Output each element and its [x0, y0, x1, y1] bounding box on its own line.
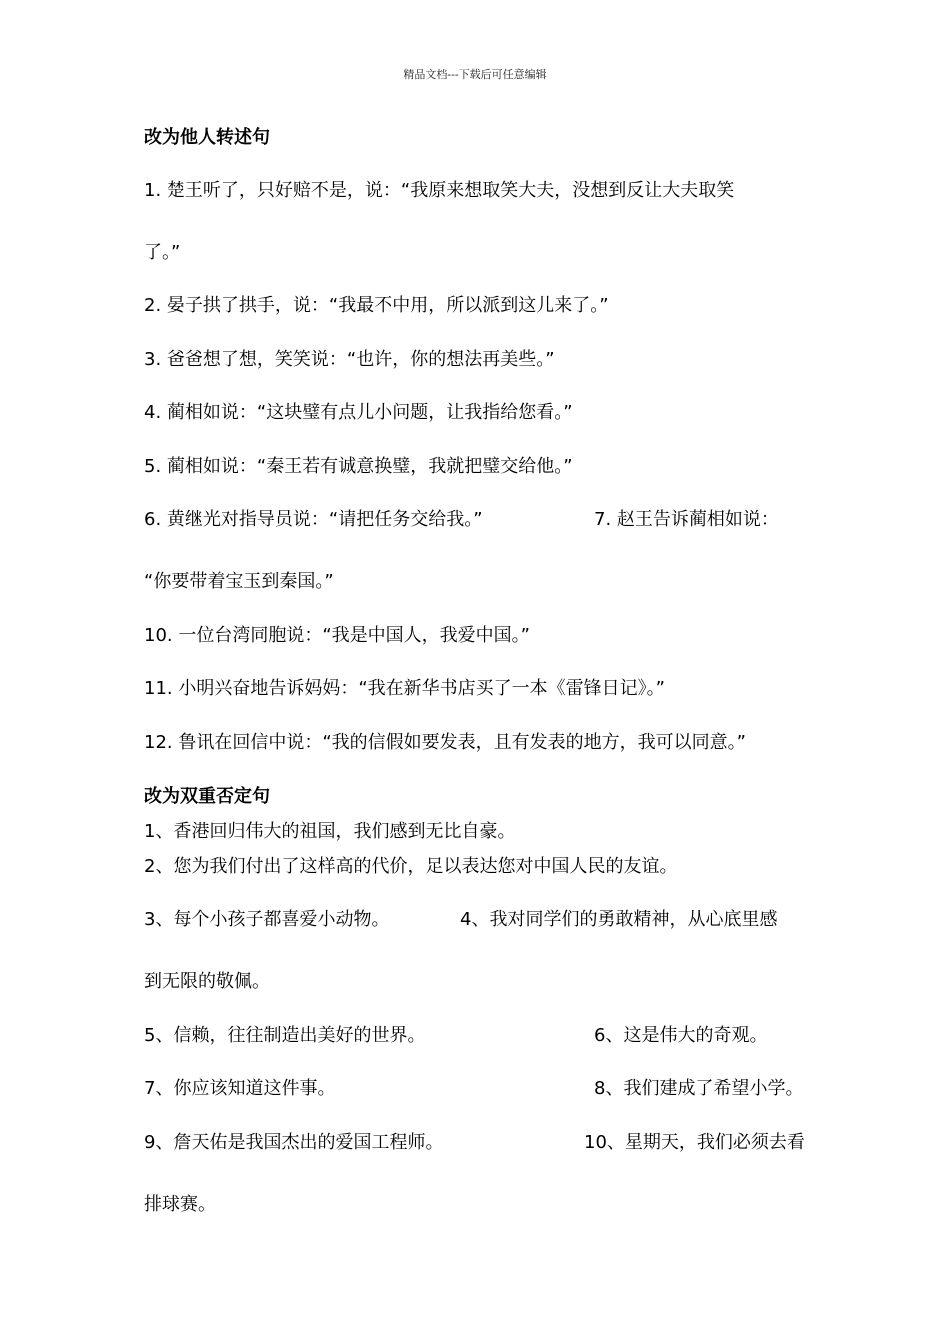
exercise-7-line-1: 7. 赵王告诉蔺相如说： — [594, 509, 779, 530]
page-header: 精品文档---下载后可任意编辑 — [403, 68, 547, 81]
neg-exercise-10-line-1: 10、星期天，我们必须去看 — [584, 1132, 805, 1153]
exercise-10: 10. 一位台湾同胞说：“我是中国人，我爱中国。” — [144, 625, 530, 646]
exercise-12: 12. 鲁讯在回信中说：“我的信假如要发表，且有发表的地方，我可以同意。” — [144, 732, 746, 753]
neg-exercise-3: 3、每个小孩子都喜爱小动物。 — [144, 909, 390, 930]
exercise-11: 11. 小明兴奋地告诉妈妈：“我在新华书店买了一本《雷锋日记》。” — [144, 678, 665, 699]
section-title-indirect-speech: 改为他人转述句 — [144, 127, 270, 148]
neg-exercise-10-line-2: 排球赛。 — [144, 1194, 216, 1215]
neg-exercise-4-line-1: 4、我对同学们的勇敢精神，从心底里感 — [460, 909, 778, 930]
section-title-double-negative: 改为双重否定句 — [144, 786, 270, 807]
exercise-7-line-2: “你要带着宝玉到秦国。” — [144, 571, 334, 592]
exercise-2: 2. 晏子拱了拱手，说：“我最不中用，所以派到这儿来了。” — [144, 295, 609, 316]
exercise-6: 6. 黄继光对指导员说：“请把任务交给我。” — [144, 509, 483, 530]
neg-exercise-1: 1、香港回归伟大的祖国，我们感到无比自豪。 — [144, 821, 516, 842]
exercise-4: 4. 蔺相如说：“这块璧有点儿小问题，让我指给您看。” — [144, 402, 573, 423]
exercise-1-line-2: 了。” — [144, 242, 181, 263]
exercise-5: 5. 蔺相如说：“秦王若有诚意换璧，我就把璧交给他。” — [144, 456, 573, 477]
exercise-1-line-1: 1. 楚王听了，只好赔不是，说：“我原来想取笑大夫，没想到反让大夫取笑 — [144, 180, 735, 201]
neg-exercise-8: 8、我们建成了希望小学。 — [594, 1078, 804, 1099]
neg-exercise-5: 5、信赖，往往制造出美好的世界。 — [144, 1025, 426, 1046]
neg-exercise-7: 7、你应该知道这件事。 — [144, 1078, 336, 1099]
neg-exercise-9: 9、詹天佑是我国杰出的爱国工程师。 — [144, 1132, 444, 1153]
exercise-3: 3. 爸爸想了想，笑笑说：“也许，你的想法再美些。” — [144, 349, 555, 370]
neg-exercise-2: 2、您为我们付出了这样高的代价，足以表达您对中国人民的友谊。 — [144, 856, 678, 877]
neg-exercise-4-line-2: 到无限的敬佩。 — [144, 971, 270, 992]
neg-exercise-6: 6、这是伟大的奇观。 — [594, 1025, 768, 1046]
